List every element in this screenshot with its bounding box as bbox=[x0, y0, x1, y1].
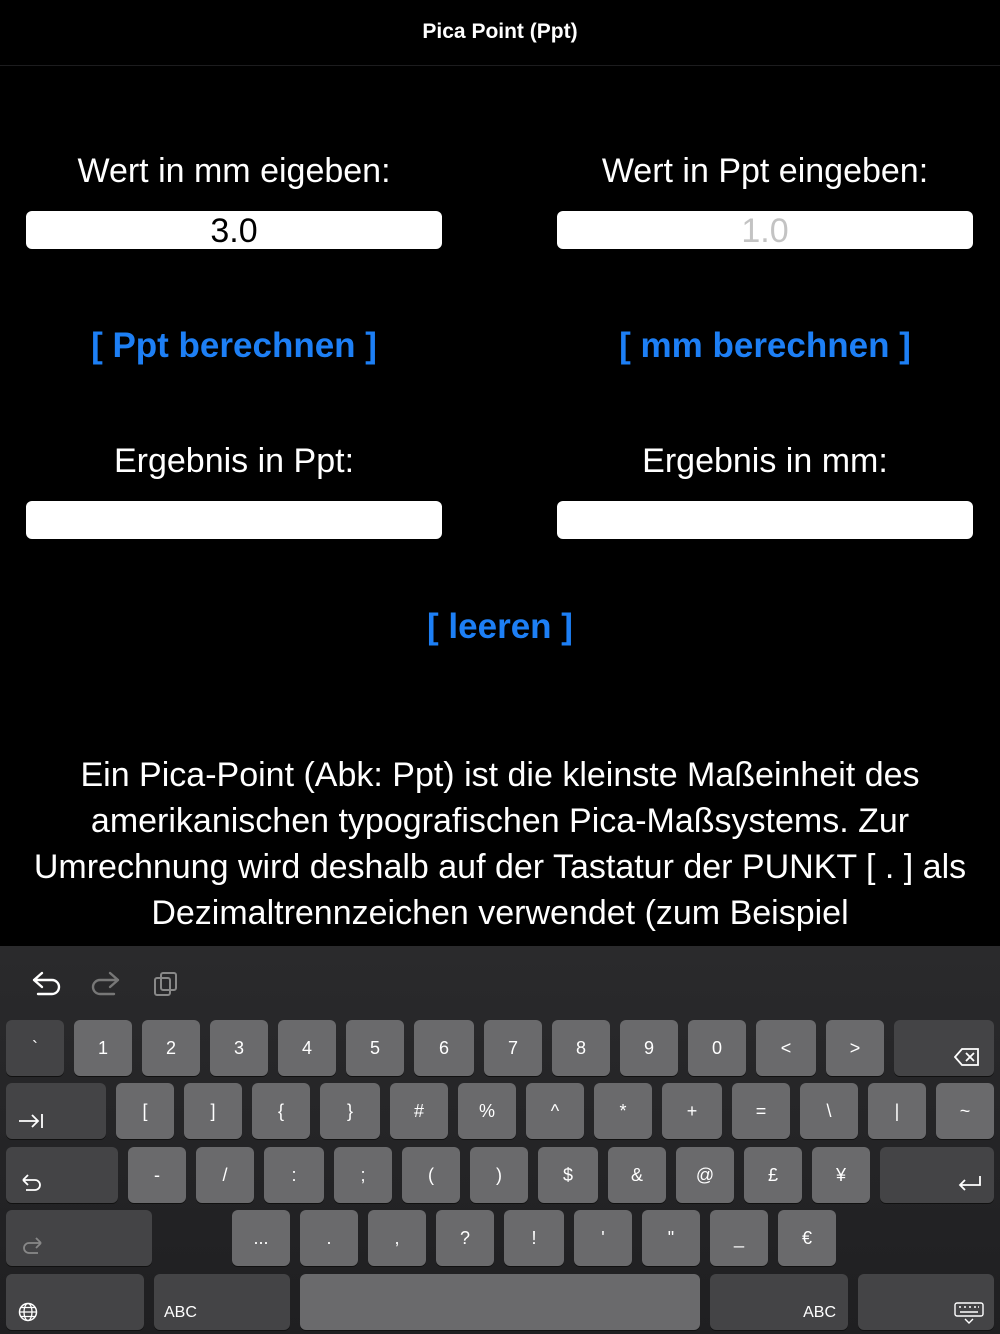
redo-small-icon bbox=[20, 1236, 44, 1256]
key[interactable]: = bbox=[732, 1083, 790, 1139]
abc-label: ABC bbox=[803, 1304, 836, 1321]
backspace-icon bbox=[954, 1048, 980, 1066]
calculate-ppt-button[interactable]: [ Ppt berechnen ] bbox=[91, 326, 377, 365]
mm-result-field[interactable] bbox=[557, 501, 973, 539]
ppt-input[interactable]: 1.0 bbox=[557, 211, 973, 249]
key[interactable]: 2 bbox=[142, 1020, 200, 1076]
clear-button[interactable]: [ leeren ] bbox=[427, 607, 573, 646]
key[interactable]: , bbox=[368, 1210, 426, 1266]
tab-key[interactable] bbox=[6, 1083, 106, 1139]
redo-icon[interactable] bbox=[90, 970, 122, 998]
key[interactable]: < bbox=[756, 1020, 816, 1076]
key[interactable]: 0 bbox=[688, 1020, 746, 1076]
key[interactable]: ; bbox=[334, 1147, 392, 1203]
return-key[interactable] bbox=[880, 1147, 994, 1203]
key[interactable]: ? bbox=[436, 1210, 494, 1266]
key[interactable]: ¥ bbox=[812, 1147, 870, 1203]
paste-icon[interactable] bbox=[152, 970, 180, 998]
key[interactable]: 6 bbox=[414, 1020, 474, 1076]
key[interactable]: ... bbox=[232, 1210, 290, 1266]
keyboard bbox=[0, 946, 1000, 1334]
abc-label: ABC bbox=[164, 1304, 197, 1321]
redo-key[interactable] bbox=[6, 1210, 152, 1266]
key[interactable]: ! bbox=[504, 1210, 564, 1266]
space-key[interactable] bbox=[300, 1274, 700, 1330]
key[interactable]: € bbox=[778, 1210, 836, 1266]
key[interactable]: \ bbox=[800, 1083, 858, 1139]
key[interactable]: # bbox=[390, 1083, 448, 1139]
key[interactable]: 8 bbox=[552, 1020, 610, 1076]
mm-input-label: Wert in mm eigeben: bbox=[77, 152, 391, 190]
key[interactable]: . bbox=[300, 1210, 358, 1266]
key[interactable]: @ bbox=[676, 1147, 734, 1203]
ppt-result-field[interactable] bbox=[26, 501, 442, 539]
key[interactable]: 9 bbox=[620, 1020, 678, 1076]
key[interactable]: + bbox=[662, 1083, 722, 1139]
undo-icon[interactable] bbox=[30, 970, 62, 998]
key[interactable]: ~ bbox=[936, 1083, 994, 1139]
globe-key[interactable] bbox=[6, 1274, 144, 1330]
dismiss-keyboard-key[interactable] bbox=[858, 1274, 994, 1330]
key[interactable]: 7 bbox=[484, 1020, 542, 1076]
key[interactable]: : bbox=[264, 1147, 324, 1203]
abc-key-left[interactable] bbox=[154, 1274, 290, 1330]
page-title: Pica Point (Ppt) bbox=[422, 20, 578, 43]
key[interactable]: 5 bbox=[346, 1020, 404, 1076]
delete-key[interactable] bbox=[894, 1020, 994, 1076]
key[interactable]: | bbox=[868, 1083, 926, 1139]
mm-result-label: Ergebnis in mm: bbox=[642, 442, 888, 480]
info-text: Ein Pica-Point (Abk: Ppt) ist die kleinste Maßeinheit des amerikanischen typografischen Pica-Maßsystems. Zur Umrechnung wird deshalb auf der Tastatur der PUNKT [ . ] als Dezimaltrennzeichen verwendet (zum Beispiel bbox=[33, 756, 967, 932]
key[interactable]: ` bbox=[6, 1020, 64, 1076]
return-icon bbox=[956, 1175, 982, 1193]
key[interactable]: % bbox=[458, 1083, 516, 1139]
key[interactable]: ] bbox=[184, 1083, 242, 1139]
navigation-bar bbox=[0, 0, 1000, 66]
key[interactable]: ^ bbox=[526, 1083, 584, 1139]
key[interactable]: " bbox=[642, 1210, 700, 1266]
key[interactable]: * bbox=[594, 1083, 652, 1139]
key[interactable]: 3 bbox=[210, 1020, 268, 1076]
key[interactable]: 4 bbox=[278, 1020, 336, 1076]
undo-small-icon bbox=[20, 1173, 44, 1193]
key[interactable]: 1 bbox=[74, 1020, 132, 1076]
key[interactable]: - bbox=[128, 1147, 186, 1203]
key[interactable]: ( bbox=[402, 1147, 460, 1203]
key[interactable]: $ bbox=[538, 1147, 598, 1203]
key[interactable]: ' bbox=[574, 1210, 632, 1266]
key[interactable]: { bbox=[252, 1083, 310, 1139]
keyboard-dismiss-icon bbox=[954, 1302, 984, 1324]
tab-icon bbox=[18, 1113, 44, 1129]
calculate-mm-button[interactable]: [ mm berechnen ] bbox=[619, 326, 911, 365]
abc-key-right[interactable] bbox=[710, 1274, 848, 1330]
key[interactable]: ) bbox=[470, 1147, 528, 1203]
key[interactable]: _ bbox=[710, 1210, 768, 1266]
ppt-input-label: Wert in Ppt eingeben: bbox=[601, 152, 929, 190]
key[interactable]: > bbox=[826, 1020, 884, 1076]
key[interactable]: £ bbox=[744, 1147, 802, 1203]
key[interactable]: & bbox=[608, 1147, 666, 1203]
undo-key[interactable] bbox=[6, 1147, 118, 1203]
key[interactable]: } bbox=[320, 1083, 380, 1139]
key[interactable]: [ bbox=[116, 1083, 174, 1139]
key[interactable]: / bbox=[196, 1147, 254, 1203]
mm-input[interactable]: 3.0 bbox=[26, 211, 442, 249]
ppt-result-label: Ergebnis in Ppt: bbox=[113, 442, 355, 480]
globe-icon bbox=[18, 1302, 38, 1322]
